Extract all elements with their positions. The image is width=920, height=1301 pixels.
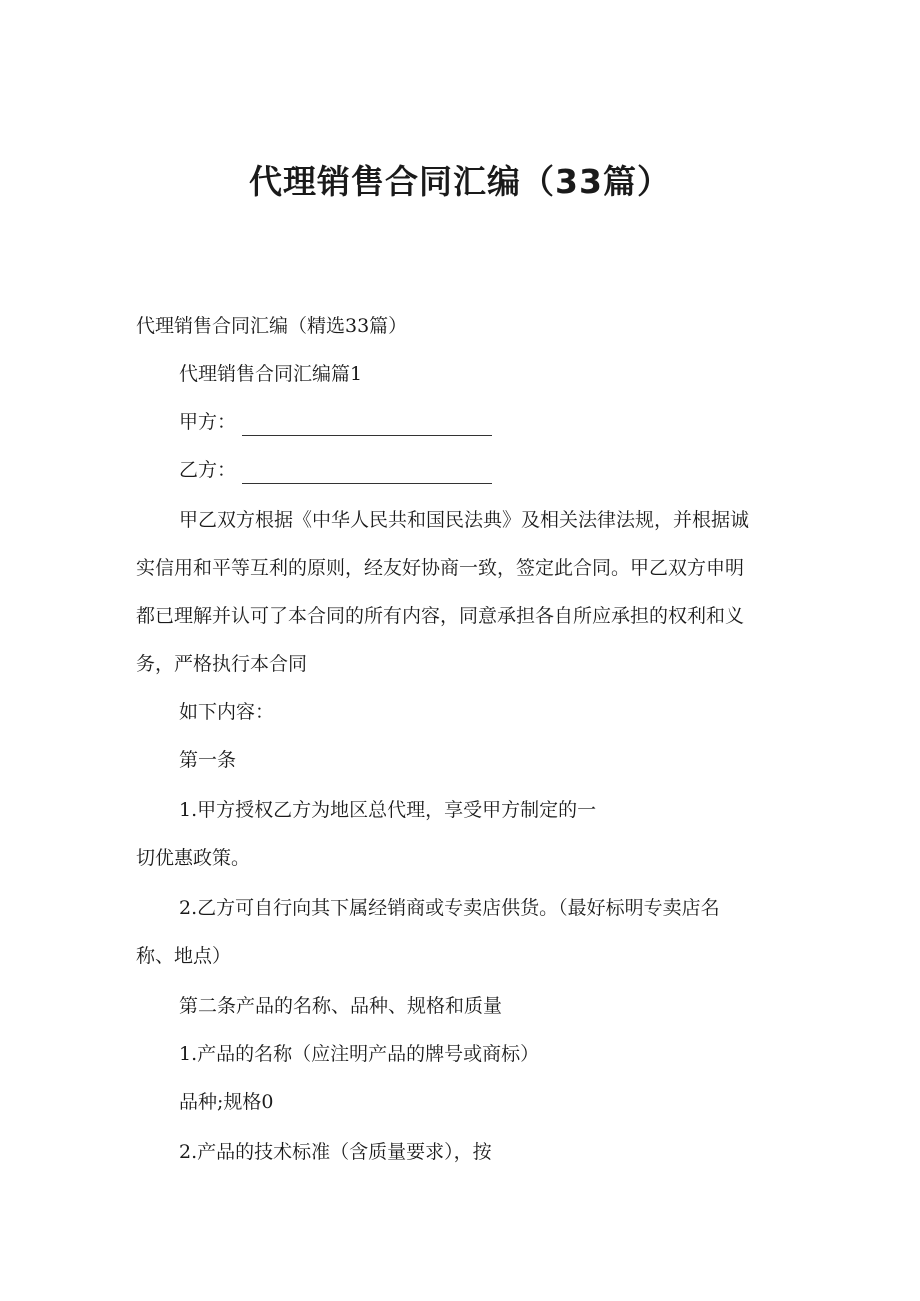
party-b-line: [179, 456, 492, 484]
clause-text: 2.乙方可自行向其下属经销商或专卖店供货。（最好标明专卖店名: [179, 897, 720, 919]
party-a-line: [179, 408, 492, 436]
body-line: 实信用和平等互利的原则，经友好协商一致，签定此合同。甲乙双方申明: [136, 557, 745, 579]
clause-text: 2.产品的技术标准（含质量要求），按: [179, 1141, 492, 1163]
body-line: 务，严格执行本合同: [136, 653, 308, 675]
clause-text: 品种;规格0: [179, 1091, 274, 1113]
clause-text: 1.甲方授权乙方为地区总代理，享受甲方制定的一: [179, 799, 597, 821]
party-a-blank: [242, 415, 492, 436]
party-b-blank: [242, 463, 492, 484]
clause-text: 称、地点）: [136, 945, 232, 967]
clause-text: 1.产品的名称（应注明产品的牌号或商标）: [179, 1043, 540, 1065]
clause-text: 切优惠政策。: [136, 847, 251, 869]
body-line: 都已理解并认可了本合同的所有内容，同意承担各自所应承担的权利和义: [136, 605, 745, 627]
body-line: 甲乙双方根据《中华人民共和国民法典》及相关法律法规，并根据诚: [179, 509, 750, 531]
article-heading: 第一条: [179, 749, 237, 771]
article-heading: 第二条产品的名称、品种、规格和质量: [179, 995, 503, 1017]
section-heading: 代理销售合同汇编篇1: [179, 363, 363, 385]
document-subtitle: 代理销售合同汇编（精选33篇）: [136, 315, 408, 337]
party-a-label: 甲方：: [179, 411, 237, 433]
party-b-label: 乙方：: [179, 459, 237, 481]
content-intro: 如下内容：: [179, 701, 275, 723]
document-title: 代理销售合同汇编（33篇）: [249, 162, 671, 201]
